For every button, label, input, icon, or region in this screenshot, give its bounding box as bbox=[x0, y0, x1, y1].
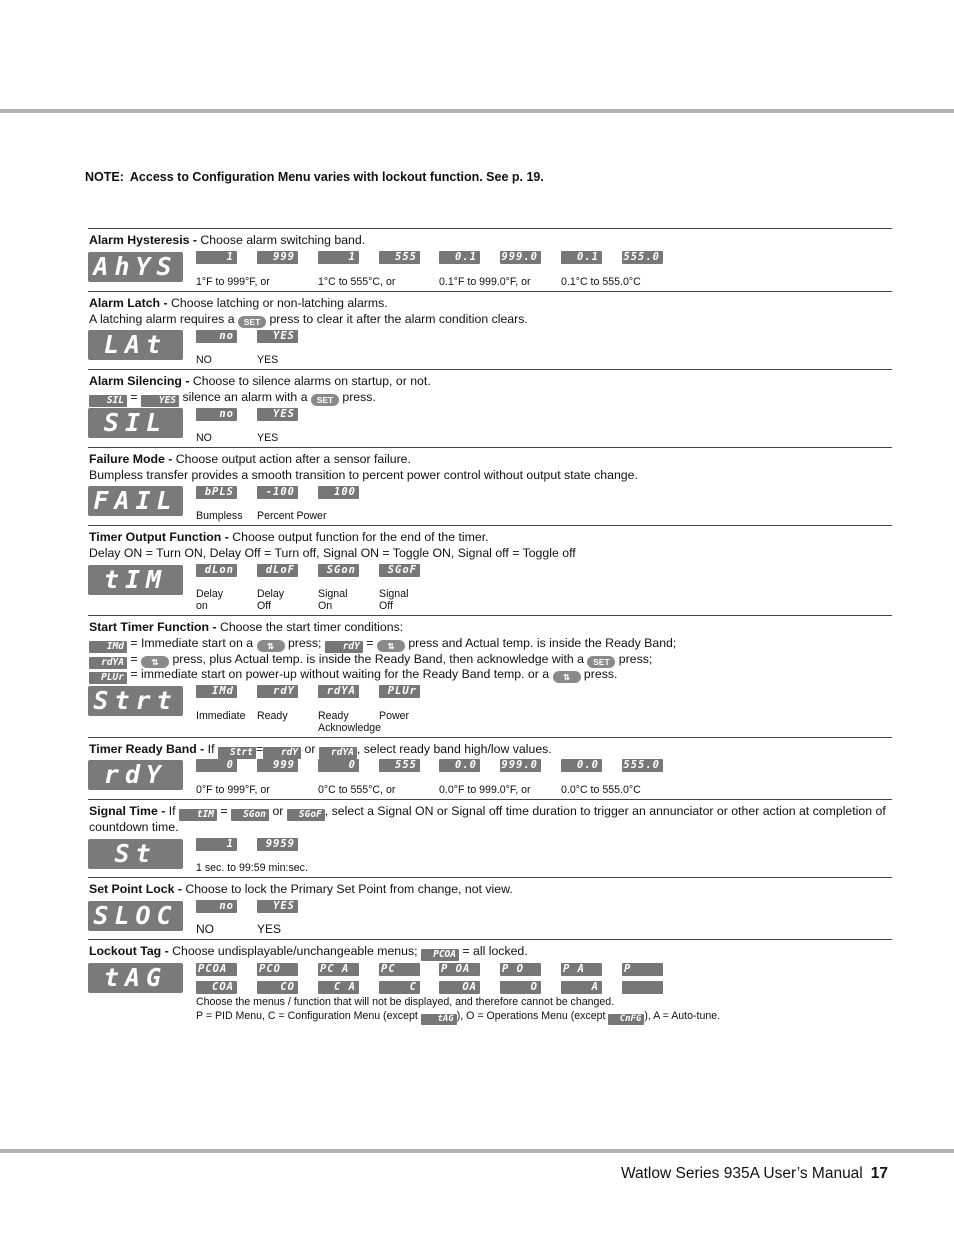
line-text: Delay ON = Turn ON, Delay Off = Turn off, Signal ON = Toggle ON, Signal off = Toggle off bbox=[89, 546, 576, 560]
value-display: YES bbox=[257, 330, 298, 343]
range-caption: 0°C to 555°C, or bbox=[318, 784, 396, 796]
value-display: no bbox=[196, 330, 237, 343]
footer-rule bbox=[0, 1149, 954, 1153]
line-text: P = PID Menu, C = Configuration Menu (except bbox=[196, 1010, 418, 1022]
inline-display: Strt bbox=[218, 747, 256, 759]
option-caption: Off bbox=[379, 600, 393, 612]
main-display: SIL bbox=[88, 408, 183, 438]
range-caption: 0.1°C to 555.0°C bbox=[561, 276, 641, 288]
main-display: St bbox=[88, 839, 183, 869]
value-display: 0.1 bbox=[561, 251, 602, 264]
line-text: silence an alarm with a bbox=[182, 390, 308, 404]
section-title: Failure Mode - bbox=[89, 452, 173, 466]
section-set-point-lock bbox=[88, 877, 892, 940]
option-caption: NO bbox=[196, 922, 214, 936]
main-display: tIM bbox=[88, 565, 183, 595]
section-desc: Choose output action after a sensor failure. bbox=[172, 452, 411, 466]
value-display: PLUr bbox=[379, 685, 420, 698]
line-text: or bbox=[272, 804, 284, 818]
range-caption: 0°F to 999°F, or bbox=[196, 784, 270, 796]
value-display: YES bbox=[257, 900, 298, 913]
line-text: = bbox=[130, 652, 138, 666]
arrow-keys-icon: ⇅ bbox=[553, 671, 581, 683]
main-display: SLOC bbox=[88, 901, 183, 931]
manual-title: Watlow Series 935A User’s Manual bbox=[620, 1165, 863, 1182]
value-display: rdYA bbox=[318, 685, 359, 698]
option-caption: YES bbox=[257, 922, 282, 936]
inline-display: rdYA bbox=[89, 657, 127, 669]
option-caption: YES bbox=[257, 354, 279, 366]
main-display: LAt bbox=[88, 330, 183, 360]
inline-display: rdY bbox=[325, 641, 363, 653]
section-start-timer-function bbox=[88, 615, 892, 738]
value-display: 999.0 bbox=[500, 251, 541, 264]
note-label: NOTE: bbox=[85, 170, 124, 184]
value-display: SGoF bbox=[379, 564, 420, 577]
value-display: YES bbox=[257, 408, 298, 421]
line-text: = bbox=[255, 742, 264, 756]
inline-display: tAG bbox=[421, 1014, 457, 1025]
inline-display: PLUr bbox=[89, 672, 127, 684]
value-display: 100 bbox=[318, 486, 359, 499]
line-text: If bbox=[204, 742, 215, 756]
value-display: 0 bbox=[196, 759, 237, 772]
line-text: = immediate start on power-up without waiting for the Ready Band temp. or a bbox=[130, 667, 550, 681]
option-caption: Signal bbox=[379, 588, 409, 600]
value-display: no bbox=[196, 900, 237, 913]
inline-display: SGoF bbox=[287, 809, 325, 821]
line-text: If bbox=[165, 804, 176, 818]
value-display bbox=[622, 981, 663, 994]
section-failure-mode bbox=[88, 447, 892, 526]
range-caption: 1 sec. to 99:59 min:sec. bbox=[196, 862, 308, 874]
option-caption: Delay bbox=[196, 588, 224, 600]
value-display: C A bbox=[318, 981, 359, 994]
section-alarm-latch bbox=[88, 291, 892, 370]
option-caption: Ready bbox=[257, 710, 288, 722]
section-alarm-hysteresis bbox=[88, 228, 892, 291]
set-key-icon: SET bbox=[311, 394, 339, 406]
option-caption: Ready bbox=[318, 710, 349, 722]
set-key-icon: SET bbox=[587, 656, 615, 668]
section-title: Timer Output Function - bbox=[89, 530, 229, 544]
line-text: = Immediate start on a bbox=[130, 636, 254, 650]
option-caption: Signal bbox=[318, 588, 348, 600]
value-display: 555.0 bbox=[622, 251, 663, 264]
value-display: O bbox=[500, 981, 541, 994]
option-caption: NO bbox=[196, 354, 212, 366]
value-display: C bbox=[379, 981, 420, 994]
line-text: press. bbox=[342, 390, 376, 404]
main-display: Strt bbox=[88, 686, 183, 716]
range-caption: 0.1°F to 999.0°F, or bbox=[439, 276, 531, 288]
line-text: press; bbox=[287, 636, 322, 650]
line-text: = bbox=[130, 390, 138, 404]
section-desc: Choose to lock the Primary Set Point from change, not view. bbox=[181, 882, 513, 896]
main-display: rdY bbox=[88, 760, 183, 790]
section-title: Lockout Tag - bbox=[89, 944, 169, 958]
value-display: 9959 bbox=[257, 838, 298, 851]
section-title: Start Timer Function - bbox=[89, 620, 217, 634]
section-title: Alarm Silencing - bbox=[89, 374, 190, 388]
value-display: 555 bbox=[379, 251, 420, 264]
option-caption: Percent Power bbox=[257, 510, 327, 522]
line-text: A latching alarm requires a bbox=[89, 312, 235, 326]
section-desc: Choose latching or non-latching alarms. bbox=[167, 296, 388, 310]
option-caption: Bumpless bbox=[196, 510, 243, 522]
line-text: , select a Signal ON or Signal off time duration to trigger an annunciator or other action at completion of bbox=[324, 804, 886, 818]
line-text: press and Actual temp. is inside the Ready Band; bbox=[408, 636, 677, 650]
range-caption: 1°C to 555°C, or bbox=[318, 276, 396, 288]
option-caption: On bbox=[318, 600, 333, 612]
section-desc: Choose the start timer conditions: bbox=[216, 620, 404, 634]
inline-display: tIM bbox=[179, 809, 217, 821]
section-title: Alarm Hysteresis - bbox=[89, 233, 197, 247]
note-text: Access to Configuration Menu varies with lockout function. See p. 19. bbox=[129, 170, 544, 184]
value-display: PCO bbox=[257, 963, 298, 976]
option-caption: NO bbox=[196, 432, 212, 444]
value-display: A bbox=[561, 981, 602, 994]
value-display: PC A bbox=[318, 963, 359, 976]
line-text: Bumpless transfer provides a smooth transition to percent power control without output state change. bbox=[89, 468, 638, 482]
inline-display: CnFG bbox=[608, 1014, 644, 1025]
inline-display: PCOA bbox=[421, 949, 459, 961]
value-display: P A bbox=[561, 963, 602, 976]
value-display: SGon bbox=[318, 564, 359, 577]
value-display: 999 bbox=[257, 251, 298, 264]
value-display: 0.0 bbox=[439, 759, 480, 772]
inline-display: rdYA bbox=[319, 747, 357, 759]
value-display: IMd bbox=[196, 685, 237, 698]
section-title: Alarm Latch - bbox=[89, 296, 168, 310]
range-caption: 0.0°F to 999.0°F, or bbox=[439, 784, 531, 796]
main-display: tAG bbox=[88, 963, 183, 993]
value-display: -100 bbox=[257, 486, 298, 499]
value-display: 1 bbox=[196, 838, 237, 851]
value-display: dLon bbox=[196, 564, 237, 577]
value-display: COA bbox=[196, 981, 237, 994]
header-rule bbox=[0, 109, 954, 113]
line-text: ), O = Operations Menu (except bbox=[456, 1010, 606, 1022]
page-number: 17 bbox=[870, 1165, 888, 1182]
line-text: = all locked. bbox=[462, 944, 528, 958]
line-text: press to clear it after the alarm condition clears. bbox=[269, 312, 528, 326]
main-display: AhYS bbox=[88, 252, 183, 282]
value-display: P bbox=[622, 963, 663, 976]
value-display: PCOA bbox=[196, 963, 237, 976]
value-display: 0.1 bbox=[439, 251, 480, 264]
arrow-keys-icon: ⇅ bbox=[141, 656, 169, 668]
section-timer-output-function bbox=[88, 525, 892, 615]
section-signal-time bbox=[88, 799, 892, 878]
value-display: 555.0 bbox=[622, 759, 663, 772]
value-display: OA bbox=[439, 981, 480, 994]
section-desc: Choose output function for the end of the timer. bbox=[228, 530, 489, 544]
arrow-keys-icon: ⇅ bbox=[377, 640, 405, 652]
option-caption: Immediate bbox=[196, 710, 246, 722]
value-display: 1 bbox=[196, 251, 237, 264]
inline-display: YES bbox=[141, 395, 179, 407]
line-text: countdown time. bbox=[89, 820, 179, 834]
section-desc: Choose undisplayable/unchangeable menus; bbox=[168, 944, 418, 958]
footer bbox=[621, 1165, 888, 1183]
value-display: dLoF bbox=[257, 564, 298, 577]
section-title: Signal Time - bbox=[89, 804, 166, 818]
line-text: = bbox=[220, 804, 228, 818]
tag-caption: Choose the menus / function that will not be displayed, and therefore cannot be changed. bbox=[196, 996, 615, 1008]
range-caption: 0.0°C to 555.0°C bbox=[561, 784, 641, 796]
value-display: 999.0 bbox=[500, 759, 541, 772]
value-display: 0 bbox=[318, 759, 359, 772]
line-text: ), A = Auto-tune. bbox=[644, 1010, 721, 1022]
section-title: Timer Ready Band - bbox=[89, 742, 205, 756]
arrow-keys-icon: ⇅ bbox=[257, 640, 285, 652]
value-display: 1 bbox=[318, 251, 359, 264]
value-display: bPLS bbox=[196, 486, 237, 499]
note bbox=[85, 170, 544, 184]
main-display: FAIL bbox=[88, 486, 183, 516]
value-display: rdY bbox=[257, 685, 298, 698]
option-caption: Delay bbox=[257, 588, 285, 600]
value-display: P OA bbox=[439, 963, 480, 976]
line-text: or bbox=[304, 742, 316, 756]
value-display: PC bbox=[379, 963, 420, 976]
option-caption: Acknowledge bbox=[318, 722, 382, 734]
range-caption: 1°F to 999°F, or bbox=[196, 276, 270, 288]
set-key-icon: SET bbox=[238, 316, 266, 328]
inline-display: rdY bbox=[263, 747, 301, 759]
option-caption: on bbox=[196, 600, 208, 612]
value-display: 0.0 bbox=[561, 759, 602, 772]
section-timer-ready-band bbox=[88, 737, 892, 800]
value-display: 555 bbox=[379, 759, 420, 772]
section-lockout-tag bbox=[88, 939, 892, 1030]
line-text: press; bbox=[618, 652, 653, 666]
tag-caption-legend bbox=[196, 1010, 720, 1025]
line-text: = bbox=[366, 636, 374, 650]
option-caption: YES bbox=[257, 432, 279, 444]
option-caption: Off bbox=[257, 600, 271, 612]
value-display: CO bbox=[257, 981, 298, 994]
inline-display: IMd bbox=[89, 641, 127, 653]
section-title: Set Point Lock - bbox=[89, 882, 182, 896]
value-display: P O bbox=[500, 963, 541, 976]
value-display: no bbox=[196, 408, 237, 421]
option-caption: Power bbox=[379, 710, 410, 722]
inline-display: SIL bbox=[89, 395, 127, 407]
section-desc: Choose alarm switching band. bbox=[197, 233, 366, 247]
value-display: 999 bbox=[257, 759, 298, 772]
inline-display: SGon bbox=[231, 809, 269, 821]
line-text: , select ready band high/low values. bbox=[356, 742, 552, 756]
line-text: press. bbox=[583, 667, 618, 681]
section-alarm-silencing bbox=[88, 369, 892, 447]
line-text: press, plus Actual temp. is inside the Ready Band, then acknowledge with a bbox=[169, 652, 584, 666]
section-desc: Choose to silence alarms on startup, or not. bbox=[189, 374, 431, 388]
